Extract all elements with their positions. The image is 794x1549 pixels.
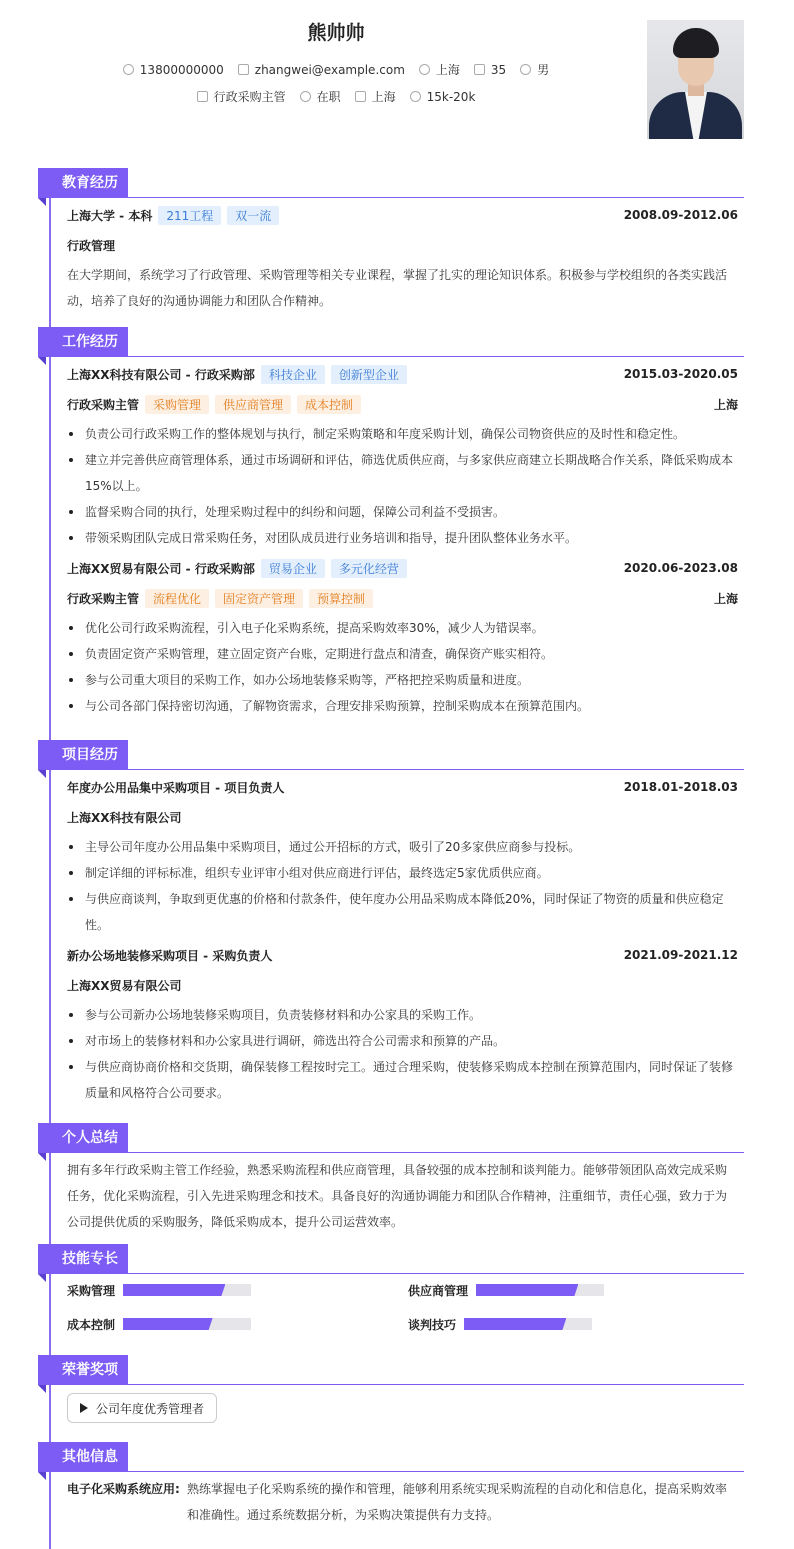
skill-tag: 流程优化 <box>145 589 209 608</box>
phone-icon <box>123 64 134 75</box>
profile-photo <box>647 20 744 139</box>
skill-bar-fill <box>476 1284 578 1296</box>
other-section <box>38 1442 744 1528</box>
project-company-row <box>67 970 738 1000</box>
list-item: 带领采购团队完成日常采购任务，对团队成员进行业务培训和指导，提升团队整体业务水平。 <box>67 525 738 551</box>
section-title: 工作经历 <box>38 327 128 357</box>
section-divider <box>128 1273 744 1274</box>
school-name: 上海大学 - 本科 <box>67 208 153 223</box>
age-text: 35 <box>490 62 507 77</box>
skills-section <box>38 1244 744 1338</box>
job-period: 2015.03-2020.05 <box>623 367 738 381</box>
resume-header <box>0 0 794 168</box>
email-text: zhangwei@example.com <box>254 62 405 77</box>
section-title: 技能专长 <box>38 1244 128 1274</box>
skill-bar-fill <box>123 1318 213 1330</box>
education-description: 在大学期间，系统学习了行政管理、采购管理等相关专业课程，掌握了扎实的理论知识体系。积极参与学校组织的各类实践活动，培养了良好的沟通协调能力和团队合作精神。 <box>67 268 728 308</box>
project-name: 新办公场地装修采购项目 - 采购负责人 <box>67 948 273 963</box>
duty-list <box>67 615 738 719</box>
job-header-row <box>67 553 738 583</box>
target-city-item <box>355 88 396 105</box>
section-header <box>38 1244 744 1274</box>
skill-tag: 供应商管理 <box>215 395 291 414</box>
send-icon <box>197 91 208 102</box>
skill-bar <box>476 1284 604 1296</box>
award-name: 公司年度优秀管理者 <box>96 1401 205 1416</box>
position-row <box>67 583 738 613</box>
position-title: 行政采购主管 <box>67 591 140 606</box>
salary-icon <box>410 91 421 102</box>
section-divider <box>128 1152 744 1153</box>
salary-item <box>410 88 476 105</box>
list-item: 与供应商协商价格和交货期，确保装修工程按时完工。通过合理采购，使装修采购成本控制在预算范围内，同时保证了装修质量和风格符合公司要求。 <box>67 1054 738 1106</box>
section-divider <box>128 769 744 770</box>
job-target-item <box>197 88 286 105</box>
education-section <box>38 168 744 314</box>
section-title: 项目经历 <box>38 740 128 770</box>
company-tag: 贸易企业 <box>261 559 325 578</box>
company-name: 上海XX贸易有限公司 - 行政采购部 <box>67 561 255 576</box>
list-item: 负责公司行政采购工作的整体规划与执行，制定采购策略和年度采购计划，确保公司物资供应的及时性和稳定性。 <box>67 421 738 447</box>
section-title: 荣誉奖项 <box>38 1355 128 1385</box>
list-item: 制定详细的评标标准，组织专业评审小组对供应商进行评估，最终选定5家优质供应商。 <box>67 860 738 886</box>
project-company-row <box>67 802 738 832</box>
school-tag: 211工程 <box>158 206 221 225</box>
list-item: 参与公司重大项目的采购工作，如办公场地装修采购等，严格把控采购质量和进度。 <box>67 667 738 693</box>
section-divider <box>128 1384 744 1385</box>
education-header-row <box>67 200 738 230</box>
status-text: 在职 <box>316 90 341 104</box>
job-city: 上海 <box>713 397 738 412</box>
education-period: 2008.09-2012.06 <box>623 208 738 222</box>
gender-icon <box>520 64 531 75</box>
skill-tag: 成本控制 <box>297 395 361 414</box>
skill-name: 谈判技巧 <box>408 1317 457 1332</box>
skill-bar <box>123 1284 251 1296</box>
job-target-text: 行政采购主管 <box>213 90 286 104</box>
status-icon <box>300 91 311 102</box>
target-city-text: 上海 <box>371 90 396 104</box>
list-item: 建立并完善供应商管理体系，通过市场调研和评估，筛选优质供应商，与多家供应商建立长期战略合作关系，降低采购成本15%以上。 <box>67 447 738 499</box>
duty-list <box>67 421 738 551</box>
project-period: 2018.01-2018.03 <box>623 780 738 794</box>
mail-icon <box>238 64 249 75</box>
cake-icon <box>474 64 485 75</box>
position-row <box>67 389 738 419</box>
summary-section <box>38 1123 744 1235</box>
project-header-row <box>67 940 738 970</box>
job-city: 上海 <box>713 591 738 606</box>
project-company: 上海XX科技有限公司 <box>67 810 182 825</box>
play-icon <box>80 1403 88 1413</box>
email-item <box>238 61 405 78</box>
list-item: 主导公司年度办公用品集中采购项目，通过公开招标的方式，吸引了20多家供应商参与投标。 <box>67 834 738 860</box>
section-header <box>38 1355 744 1385</box>
company-tag: 多元化经营 <box>331 559 407 578</box>
age-item <box>474 61 506 78</box>
skill-name: 采购管理 <box>67 1283 116 1298</box>
section-header <box>38 740 744 770</box>
skill-tag: 采购管理 <box>145 395 209 414</box>
section-header <box>38 1123 744 1153</box>
section-title: 教育经历 <box>38 168 128 198</box>
location-text: 上海 <box>435 63 460 77</box>
skill-name: 成本控制 <box>67 1317 116 1332</box>
job-header-row <box>67 359 738 389</box>
skill-bar <box>464 1318 592 1330</box>
section-title: 个人总结 <box>38 1123 128 1153</box>
project-points <box>67 1002 738 1106</box>
project-name: 年度办公用品集中采购项目 - 项目负责人 <box>67 780 285 795</box>
project-company: 上海XX贸易有限公司 <box>67 978 182 993</box>
skill-tag: 预算控制 <box>309 589 373 608</box>
home-icon <box>419 64 430 75</box>
other-info-row <box>67 1472 738 1528</box>
section-title: 其他信息 <box>38 1442 128 1472</box>
skill-item <box>67 1310 408 1338</box>
list-item: 参与公司新办公场地装修采购项目，负责装修材料和办公家具的采购工作。 <box>67 1002 738 1028</box>
list-item: 负责固定资产采购管理，建立固定资产台账，定期进行盘点和清查，确保资产账实相符。 <box>67 641 738 667</box>
section-divider <box>128 197 744 198</box>
section-header <box>38 1442 744 1472</box>
list-item: 与公司各部门保持密切沟通，了解物资需求，合理安排采购预算，控制采购成本在预算范围内。 <box>67 693 738 719</box>
project-period: 2021.09-2021.12 <box>623 948 738 962</box>
position-title: 行政采购主管 <box>67 397 140 412</box>
company-tag: 创新型企业 <box>331 365 407 384</box>
section-header <box>38 327 744 357</box>
school-tag: 双一流 <box>227 206 279 225</box>
candidate-name: 熊帅帅 <box>307 22 365 44</box>
skill-bar-fill <box>123 1284 225 1296</box>
section-divider <box>128 356 744 357</box>
location-item <box>419 61 460 78</box>
other-text: 熟练掌握电子化采购系统的操作和管理，能够利用系统实现采购流程的自动化和信息化，提高采购效率和准确性。通过系统数据分析，为采购决策提供有力支持。 <box>187 1482 728 1522</box>
section-divider <box>128 1471 744 1472</box>
skill-tag: 固定资产管理 <box>215 589 303 608</box>
skill-item <box>408 1310 738 1338</box>
phone-text: 13800000000 <box>139 62 224 77</box>
major-name: 行政管理 <box>67 238 116 253</box>
project-header-row <box>67 772 738 802</box>
gender-text: 男 <box>537 63 550 77</box>
skill-item <box>408 1276 738 1304</box>
status-item <box>300 88 341 105</box>
skill-name: 供应商管理 <box>408 1283 469 1298</box>
summary-text: 拥有多年行政采购主管工作经验，熟悉采购流程和供应商管理，具备较强的成本控制和谈判能力。能够带领团队高效完成采购任务，优化采购流程，引入先进采购理念和技术。具备良好的沟通协调能力和团队合作精神，注重细节，责任心强，致力于为公司提供优质的采购服务，降低采购成本，提升公司运营效率。 <box>67 1163 728 1229</box>
skills-grid <box>67 1274 738 1338</box>
list-item: 优化公司行政采购流程，引入电子化采购系统，提高采购效率30%，减少人为错误率。 <box>67 615 738 641</box>
salary-text: 15k-20k <box>426 89 476 104</box>
intention-row <box>0 88 672 105</box>
list-item: 与供应商谈判，争取到更优惠的价格和付款条件，使年度办公用品采购成本降低20%，同时保证了物资的质量和供应稳定性。 <box>67 886 738 938</box>
skill-bar-fill <box>464 1318 566 1330</box>
section-header <box>38 168 744 198</box>
list-item: 对市场上的装修材料和办公家具进行调研，筛选出符合公司需求和预算的产品。 <box>67 1028 738 1054</box>
project-points <box>67 834 738 938</box>
company-tag: 科技企业 <box>261 365 325 384</box>
major-row <box>67 230 738 260</box>
company-name: 上海XX科技有限公司 - 行政采购部 <box>67 367 255 382</box>
skill-bar <box>123 1318 251 1330</box>
awards-section <box>38 1355 744 1423</box>
other-label: 电子化采购系统应用: <box>67 1482 180 1496</box>
projects-section <box>38 740 744 1106</box>
work-section <box>38 327 744 719</box>
skill-item <box>67 1276 408 1304</box>
building-icon <box>355 91 366 102</box>
gender-item <box>520 61 549 78</box>
job-period: 2020.06-2023.08 <box>623 561 738 575</box>
contact-row <box>0 61 672 78</box>
phone-item <box>123 61 224 78</box>
award-badge <box>67 1393 217 1423</box>
list-item: 监督采购合同的执行，处理采购过程中的纠纷和问题，保障公司利益不受损害。 <box>67 499 738 525</box>
